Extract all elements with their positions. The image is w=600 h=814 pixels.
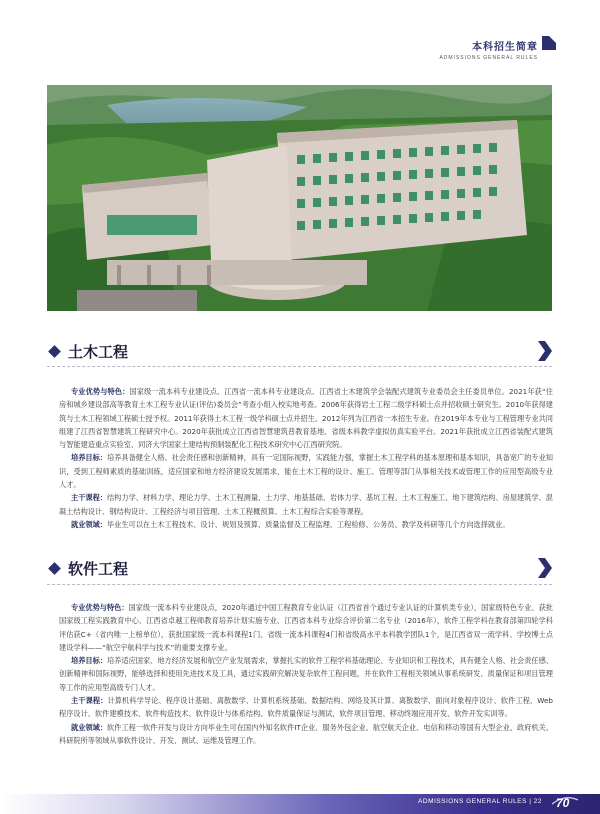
paragraph-text: 培养适应国家、地方经济发展和航空产业发展需求，掌握扎实的软件工程学科基础理论、专业知识和工程技术，具有健全人格、社会责任感、创新精神和国际视野，能够选择和使用先进技术及工具，通过实践研究解决复杂软件工程问题，并在软件工程相关领域从事系统研发、质量保证和项目管理等工作的应用型高级专门人才。	[59, 656, 553, 692]
section-title-civil-engineering	[47, 339, 128, 363]
paragraph-courses	[59, 491, 553, 518]
section-title-text: 软件工程	[68, 559, 129, 578]
paragraph-label: 专业优势与特色：	[71, 387, 130, 396]
paragraph-text: 国家级一流本科专业建设点、江西省一流本科专业建设点、江西省土木建筑学会装配式建筑专业委员会主任委员单位。2021年获“住房和城乡建设部高等教育土木工程专业认证(评估)委员会”考查小组入校实地考查。2006年获得岩土工程二级学科硕士点并招收硕士研究生。2010年获得建筑与土木工程领域工程硕士授予权。2011年获得土木工程一级学科硕士点并招生。2012年列为江西省一本招生专业。在2019年本专业与工程管理专业共同组建了江西省智慧建筑工程研究中心。2020年获批成立江西省智慧建筑普教育基地、省级本科教学虚拟仿真实验平台。2021年获批成立江西省装配式建筑与智能建造重点实验室、同济大学国家土建结构预制装配化工程技术研究中心江西研究院。	[59, 387, 553, 450]
paragraph-employment	[59, 518, 553, 531]
paragraph-text: 毕业生可以在土木工程技术、设计、规划及预算、质量监督及工程监理、工程检修、公务员、教学及科研等几个方向选择就业。	[106, 519, 510, 529]
paragraph-goals	[59, 654, 553, 694]
corner-mark-icon	[542, 36, 556, 50]
paragraph-label: 培养目标：	[71, 453, 107, 463]
section-title-text: 土木工程	[68, 342, 129, 361]
paragraph-label: 主干课程：	[71, 696, 108, 706]
section-title-software-engineering	[47, 556, 128, 580]
campus-building-photo	[47, 85, 552, 311]
chevron-right-icon	[538, 558, 552, 578]
paragraph-text: 国家级一流本科专业建设点，2020年通过中国工程教育专业认证（江西省首个通过专业认证的计算机类专业），国家级特色专业、获批国家级工程实践教育中心、江西省卓越工程师教育培养计划实施专业、江西省本科专业综合评价第二名专业（2016年），软件工程学科在教育部第四轮学科评估获C+（省内唯一上榜单位），获批国家级一流本科课程1门、省级一流本科课程4门和省级高水平本科教学团队1个，是江西省双一流学科、学校博士点建设学科——“航空宇航科学与技术”的重要支撑专业。	[59, 603, 553, 652]
header-title-cn: 本科招生简章	[472, 42, 538, 53]
paragraph-courses	[59, 694, 553, 721]
header-title-en: ADMISSIONS GENERAL RULES	[439, 55, 538, 61]
chevron-right-icon	[538, 341, 552, 361]
diamond-bullet-icon	[48, 562, 61, 575]
paragraph-text: 培养具备健全人格、社会责任感和创新精神，具有一定国际视野，实践能力强，掌握土木工程学科的基本原理和基本知识，具备宽广的专业知识，受到工程师素质的基础训练，适应国家和地方经济建设发展需求，能在土木工程的设计、施工、管理等部门从事相关技术或管理工作的应用型高级专业人才。	[59, 453, 553, 490]
paragraph-advantages	[59, 601, 553, 654]
paragraph-text: 计算机科学导论、程序设计基础、离散数学、计算机系统基础、数据结构、网络及其计算、离散数学、面向对象程序设计、软件工程、Web程序设计、软件建模技术、软件构造技术、软件设计与体系结构、软件质量保证与测试，软件项目管理、移动终端应用开发、软件开发实训等。	[59, 696, 553, 719]
section-divider	[47, 366, 552, 367]
paragraph-employment	[59, 721, 553, 748]
software-engineering-content	[59, 601, 553, 747]
paragraph-advantages	[59, 385, 553, 451]
logo-number: 70	[556, 796, 570, 810]
paragraph-label: 就业领域：	[71, 519, 107, 529]
footer-page-label: ADMISSIONS GENERAL RULES | 22	[418, 798, 542, 805]
paragraph-goals	[59, 451, 553, 491]
diamond-bullet-icon	[48, 345, 61, 358]
paragraph-label: 专业优势与特色：	[71, 603, 129, 612]
section-divider	[47, 584, 552, 585]
paragraph-text: 软件工程一软件开发与设计方向毕业生可在国内外知名软件IT企业、服务外包企业、航空航天企业、电信和移动等国有大型企业、政府机关、科研院所等领域从事软件设计、开发、测试、运维及管理工作。	[59, 722, 553, 745]
paragraph-label: 就业领域：	[71, 722, 108, 732]
civil-engineering-content	[59, 385, 553, 531]
paragraph-label: 主干课程：	[71, 493, 107, 503]
paragraph-text: 结构力学、材料力学、理论力学、土木工程测量、土力学、地基基础、岩体力学、基坑工程、土木工程施工、地下建筑结构、房屋建筑学、混凝土结构设计、钢结构设计、工程经济与项目管理、土木工程概预算、土木工程综合实验等课程。	[59, 493, 553, 516]
page-footer	[0, 776, 600, 814]
paragraph-label: 培养目标：	[71, 656, 107, 666]
page-header	[439, 38, 538, 61]
anniversary-logo-icon	[548, 790, 582, 810]
